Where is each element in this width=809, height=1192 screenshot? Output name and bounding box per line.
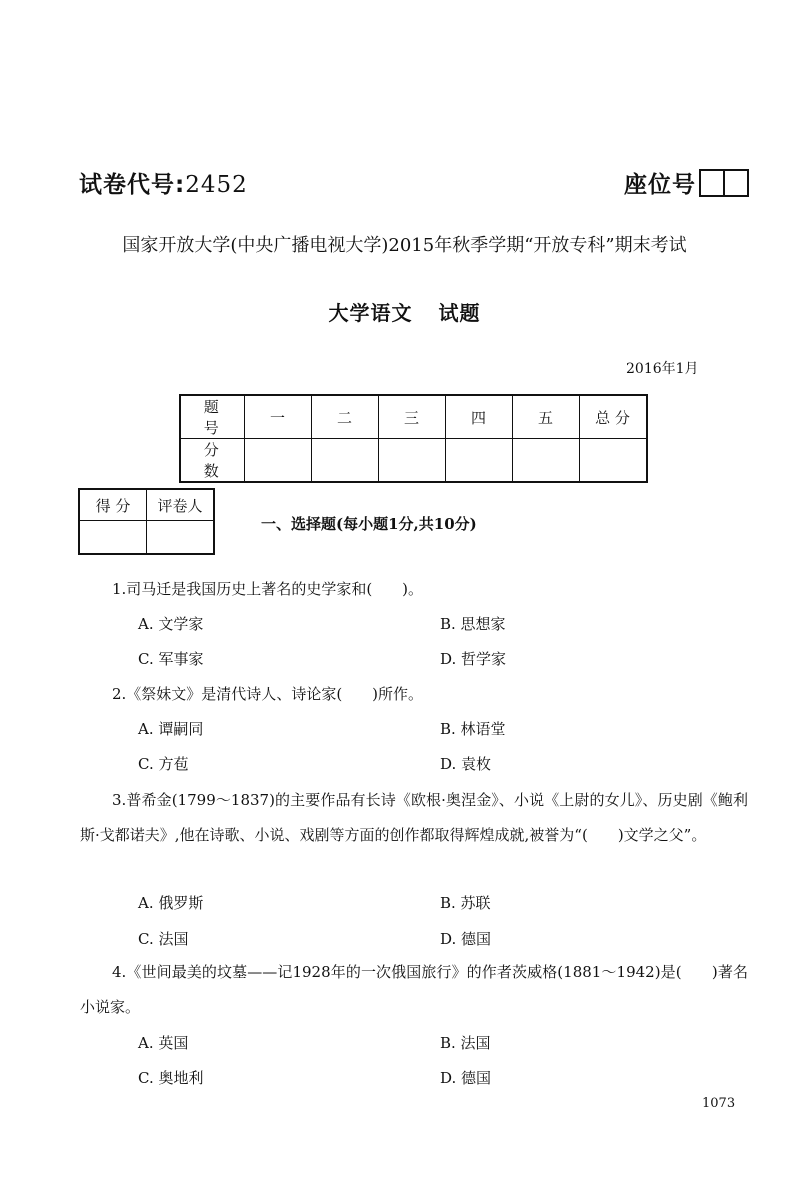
paper-code-label: 试卷代号: [79,172,186,198]
paper-title [0,297,809,326]
score-table-score-row [180,439,647,483]
grader-box [78,488,215,555]
paper-code [79,166,248,199]
question-stem: 3.普希金(1799～1837)的主要作品有长诗《欧根·奥涅金》、小说《上尉的女儿》、历史剧《鲍利斯·戈都诺夫》,他在诗歌、小说、戏剧等方面的创作都取得辉煌成就,被誉为“( )文学之父”。 [80,791,748,844]
option-b: B. 法国 [440,1034,491,1052]
column-header: 四 [445,395,512,439]
section-title: 一、选择题(每小题1分,共10分) [261,515,477,533]
seat-box[interactable] [701,171,723,195]
option-c: C. 奥地利 [138,1069,204,1087]
option-c: C. 方苞 [138,755,189,773]
score-cell[interactable] [512,439,579,483]
score-table-header-row [180,395,647,439]
option-c: C. 法国 [138,930,189,948]
option-d: D. 德国 [440,930,492,948]
question-stem: 4.《世间最美的坟墓——记1928年的一次俄国旅行》的作者茨威格(1881～1942)是( )著名小说家。 [80,963,748,1016]
seat-box[interactable] [723,171,747,195]
option-a: A. 俄罗斯 [138,894,204,912]
score-table [179,394,648,483]
score-cell[interactable] [244,439,311,483]
option-d: D. 德国 [440,1069,492,1087]
paper-kind: 试题 [438,301,481,325]
column-header: 三 [378,395,445,439]
question-stem: 2.《祭妹文》是清代诗人、诗论家( )所作。 [112,685,424,703]
option-a: A. 英国 [138,1034,189,1052]
grader-box-score-cell[interactable] [79,521,147,555]
column-header: 二 [311,395,378,439]
score-cell[interactable] [378,439,445,483]
page-number: 1073 [702,1096,736,1111]
grader-box-grader-label: 评卷人 [147,489,215,521]
option-b: B. 林语堂 [440,720,506,738]
row-label-score: 分 数 [180,439,244,483]
grader-box-score-label: 得 分 [79,489,147,521]
column-header-total: 总 分 [579,395,647,439]
exam-title: 国家开放大学(中央广播电视大学)2015年秋季学期“开放专科”期末考试 [122,235,687,256]
seat-number [624,166,749,199]
seat-number-boxes[interactable] [699,169,749,197]
score-cell[interactable] [445,439,512,483]
question-stem: 1.司马迁是我国历史上著名的史学家和( )。 [112,580,424,598]
option-c: C. 军事家 [138,650,204,668]
score-cell-total[interactable] [579,439,647,483]
exam-date: 2016年1月 [626,361,699,377]
score-cell[interactable] [311,439,378,483]
column-header: 一 [244,395,311,439]
paper-code-value: 2452 [185,172,248,198]
option-b: B. 苏联 [440,894,491,912]
paper-subject: 大学语文 [328,301,413,325]
option-a: A. 文学家 [138,615,204,633]
option-d: D. 哲学家 [440,650,507,668]
option-b: B. 思想家 [440,615,506,633]
option-a: A. 谭嗣同 [138,720,204,738]
row-label-question-number: 题 号 [180,395,244,439]
option-d: D. 袁枚 [440,755,492,773]
column-header: 五 [512,395,579,439]
seat-number-label: 座位号 [624,172,696,198]
grader-box-grader-cell[interactable] [147,521,215,555]
